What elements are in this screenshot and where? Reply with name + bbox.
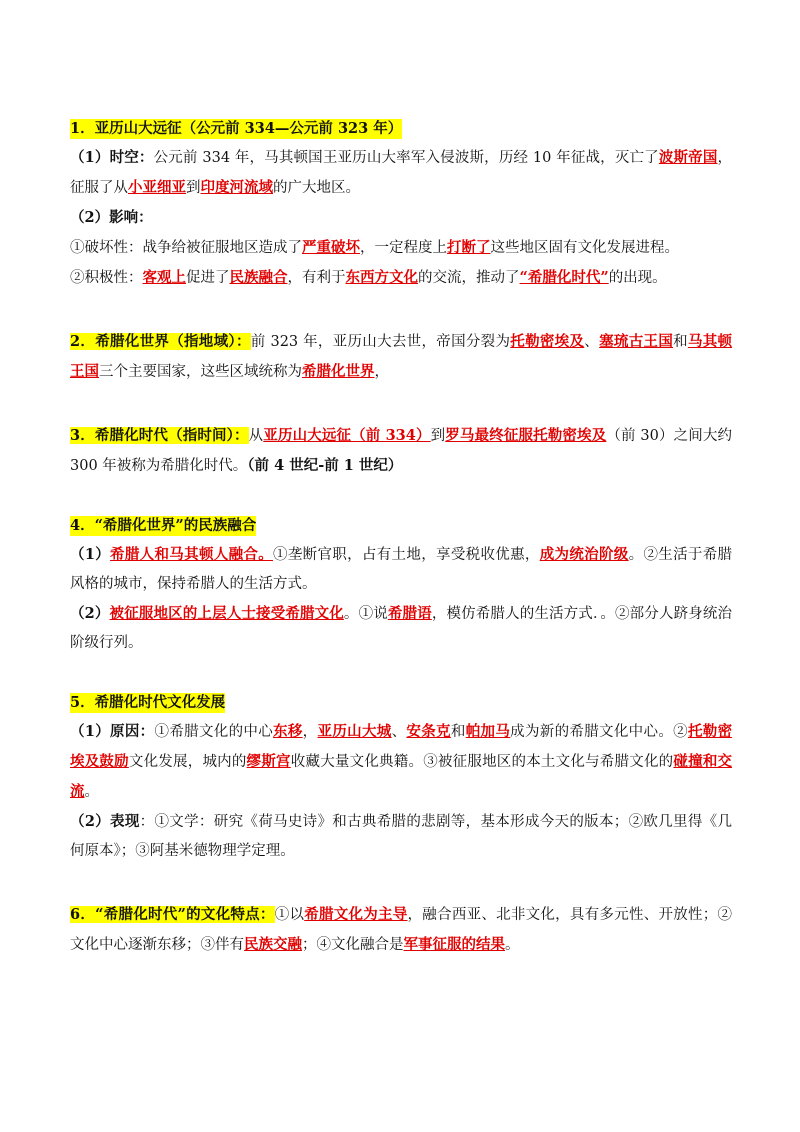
keyword: 亚历山大远征（前 334）: [263, 427, 431, 444]
text: 。②生活于希腊风格的城市，保持希腊人的生活方式。: [70, 547, 733, 592]
keyword: 印度河流域: [200, 179, 273, 196]
text: 的广大地区。: [273, 180, 360, 196]
keyword: 亚历山大城: [317, 723, 392, 740]
text: 到: [186, 180, 201, 196]
keyword: 塞琉古王国: [599, 333, 674, 350]
section-hellenistic-age: [70, 421, 732, 481]
paragraph-spacetime: [70, 143, 732, 203]
keyword: 希腊人和马其顿人融合。: [110, 546, 274, 563]
paragraph-destructive: [70, 233, 732, 263]
paragraph-hellenistic-world: [70, 327, 732, 387]
keyword: 民族交融: [244, 936, 302, 953]
section-cultural-features: [70, 900, 732, 960]
text: ，模仿希腊人的生活方式．。②部分人跻身统治阶级行列。: [70, 606, 733, 651]
section-hellenistic-world: [70, 327, 732, 387]
text: ，: [374, 364, 389, 380]
paragraph-influence-label: [70, 203, 732, 233]
label: （1）原因：: [70, 723, 155, 740]
section-title: 2．希腊化世界（指地域）：: [70, 333, 251, 350]
section-title: 4．“希腊化世界”的民族融合: [70, 517, 257, 534]
paragraph-hellenistic-age: [70, 421, 732, 481]
bold-note: （前 4 世纪-前 1 世纪）: [247, 457, 403, 474]
text: 前 323 年，亚历山大去世，帝国分裂为: [250, 334, 511, 350]
label: （2）: [70, 605, 110, 622]
section-title: 3．希腊化时代（指时间）：: [70, 427, 249, 444]
text: ①以: [274, 907, 305, 923]
keyword: 罗马最终征服托勒密埃及: [445, 427, 607, 444]
keyword: 客观上: [142, 269, 186, 286]
text: 。: [84, 784, 99, 800]
keyword: 碰撞和交流: [70, 753, 733, 800]
keyword: 希腊化世界: [302, 363, 375, 380]
paragraph-cultural-features: [70, 900, 732, 960]
paragraph-greek-macedonian: [70, 540, 732, 599]
paragraph-manifestations: [70, 807, 732, 866]
paragraph-causes: [70, 717, 732, 807]
keyword: 波斯帝国: [658, 149, 718, 166]
text: ：①文学：研究《荷马史诗》和古典希腊的悲剧等，基本形成今天的版本；②欧几里得《几何原本》；③阿基米德物理学定理。: [70, 814, 732, 859]
keyword: 东移: [273, 723, 303, 740]
label: （1）时空：: [70, 149, 154, 166]
keyword: 东西方文化: [345, 269, 418, 286]
keyword: 小亚细亚: [128, 179, 186, 196]
section-ethnic-fusion: [70, 515, 732, 658]
document-page: [70, 118, 732, 994]
label: ②积极性：: [70, 270, 143, 286]
text: 成为新的希腊文化中心。②: [510, 724, 688, 740]
text: 到: [430, 428, 446, 444]
keyword: 托勒密埃及鼓励: [70, 723, 733, 770]
text: （前 30）之间大约 300 年被称为希腊化时代。: [70, 428, 733, 474]
text: ，一定程度上: [360, 240, 447, 256]
keyword: 马其顿王国: [70, 333, 733, 380]
text: 三个主要国家，这些区域统称为: [99, 364, 302, 380]
text: ，征服了从: [70, 150, 733, 196]
keyword: 民族融合: [229, 269, 288, 286]
text: 、: [391, 724, 407, 740]
section-title: 5．希腊化时代文化发展: [70, 694, 226, 711]
keyword: 缪斯宫: [246, 753, 291, 770]
text: 、: [584, 334, 600, 350]
keyword: 军事征服的结果: [403, 936, 505, 953]
text: ①破坏性：战争给被征服地区造成了: [70, 240, 302, 256]
text: 这些地区固有文化发展进程。: [490, 240, 679, 256]
label: （1）: [70, 546, 111, 563]
text: 文化发展，城内的: [128, 754, 247, 770]
keyword: 托勒密埃及: [510, 333, 585, 350]
text: ①垄断官职，占有土地，享受税收优惠，: [273, 547, 540, 563]
text: 从: [248, 428, 264, 444]
keyword: 希腊语: [387, 605, 432, 622]
keyword: 严重破坏: [302, 239, 360, 256]
text: ，: [302, 724, 318, 740]
text: 的出现。: [608, 270, 667, 286]
text: 的交流，推动了: [418, 270, 520, 286]
paragraph-conquered-elites: [70, 599, 732, 658]
keyword: 希腊文化为主导: [304, 906, 408, 923]
text: 公元前 334 年，马其顿国王亚历山大率军入侵波斯，历经 10 年征战，灭亡了: [153, 150, 659, 166]
text: 。: [505, 937, 520, 953]
text: ①希腊文化的中心: [154, 724, 274, 740]
text: 促进了: [186, 270, 230, 286]
section-cultural-development: [70, 692, 732, 866]
label: （2）表现: [70, 813, 140, 830]
keyword: “希腊化时代”: [519, 269, 609, 286]
text: 。①说: [343, 606, 388, 622]
keyword: 成为统治阶级: [539, 546, 629, 563]
keyword: 帕加马: [465, 723, 511, 740]
section-title: 1．亚历山大远征（公元前 334—公元前 323 年）: [70, 120, 403, 137]
text: 和: [673, 334, 688, 350]
text: ，有利于: [287, 270, 346, 286]
label: （2）影响：: [70, 209, 153, 226]
text: ；④文化融合是: [302, 937, 404, 953]
text: 收藏大量文化典籍。③被征服地区的本土文化与希腊文化的: [290, 754, 674, 770]
section-alexander-expedition: [70, 118, 732, 293]
text: 和: [450, 724, 466, 740]
keyword: 被征服地区的上层人士接受希腊文化: [109, 605, 344, 622]
keyword: 打断了: [447, 239, 491, 256]
paragraph-positive: [70, 263, 732, 293]
keyword: 安条克: [406, 723, 451, 740]
text: ，融合西亚、北非文化，具有多元性、开放性；②文化中心逐渐东移；③伴有: [70, 907, 733, 953]
section-title: 6．“希腊化时代”的文化特点：: [70, 906, 275, 923]
